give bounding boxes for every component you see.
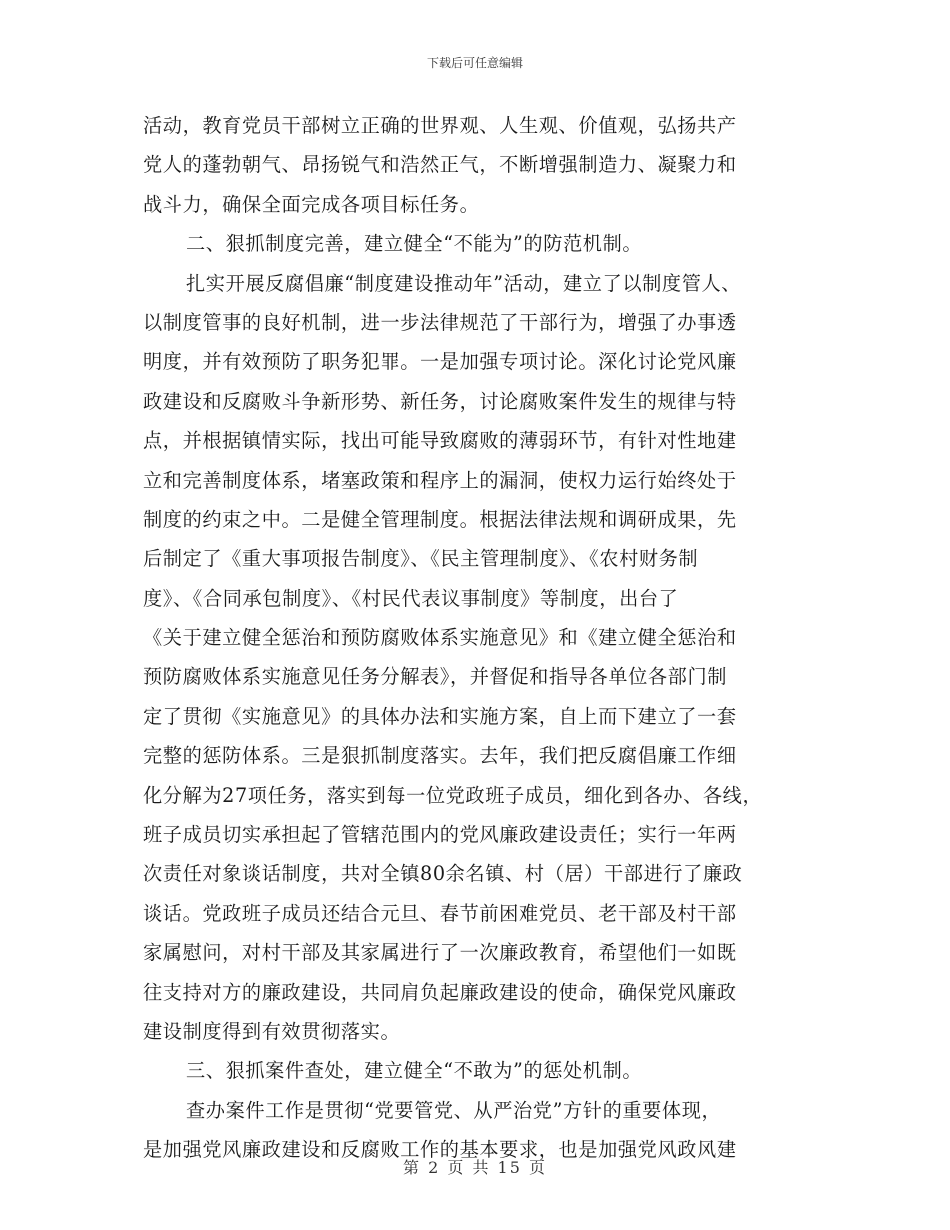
text-line: 二、狠抓制度完善，建立健全“不能为”的防范机制。 (186, 232, 643, 256)
text-line: 化分解为27项任务，落实到每一位党政班子成员，细化到各办、各线， (143, 783, 763, 807)
text-line: 次责任对象谈话制度，共对全镇80余名镇、村（居）干部进行了廉政 (143, 862, 743, 886)
text-line: 点，并根据镇情实际，找出可能导致腐败的薄弱环节，有针对性地建 (143, 429, 737, 453)
text-line: 完整的惩防体系。三是狠抓制度落实。去年，我们把反腐倡廉工作细 (143, 744, 737, 768)
text-line: 政建设和反腐败斗争新形势、新任务，讨论腐败案件发生的规律与特 (143, 389, 737, 413)
text-line: 立和完善制度体系，堵塞政策和程序上的漏洞，使权力运行始终处于 (143, 468, 737, 492)
text-line: 明度，并有效预防了职务犯罪。一是加强专项讨论。深化讨论党风廉 (143, 350, 737, 374)
text-line: 《关于建立健全惩治和预防腐败体系实施意见》和《建立健全惩治和 (143, 626, 737, 650)
text-line: 定了贯彻《实施意见》的具体办法和实施方案，自上而下建立了一套 (143, 704, 737, 728)
page-header: 下载后可任意编辑 (426, 56, 523, 70)
text-line: 往支持对方的廉政建设，共同肩负起廉政建设的使命，确保党风廉政 (143, 980, 737, 1004)
text-line: 谈话。党政班子成员还结合元旦、春节前困难党员、老干部及村干部 (143, 901, 737, 925)
text-line: 党人的蓬勃朝气、昂扬锐气和浩然正气，不断增强制造力、凝聚力和 (143, 153, 737, 177)
document-body (143, 106, 823, 1170)
text-line: 建设制度得到有效贯彻落实。 (143, 1019, 401, 1043)
text-line: 查办案件工作是贯彻“党要管党、从严治党”方针的重要体现， (186, 1098, 722, 1122)
text-line: 度》、《合同承包制度》、《村民代表议事制度》等制度，出台了 (143, 586, 679, 610)
text-line: 以制度管事的良好机制，进一步法律规范了干部行为，增强了办事透 (143, 310, 737, 334)
text-line: 家属慰问，对村干部及其家属进行了一次廉政教育，希望他们一如既 (143, 941, 737, 965)
page-footer: 第 2 页 共 15 页 (403, 1158, 547, 1177)
text-line: 三、狠抓案件查处，建立健全“不敢为”的惩处机制。 (186, 1059, 643, 1083)
text-line: 活动，教育党员干部树立正确的世界观、人生观、价值观，弘扬共产 (143, 114, 737, 137)
text-line: 后制定了《重大事项报告制度》、《民主管理制度》、《农村财务制 (143, 547, 699, 571)
text-line: 预防腐败体系实施意见任务分解表》，并督促和指导各单位各部门制 (143, 665, 728, 689)
text-line: 扎实开展反腐倡廉“制度建设推动年”活动，建立了以制度管人、 (186, 271, 742, 295)
text-line: 班子成员切实承担起了管辖范围内的党风廉政建设责任；实行一年两 (143, 823, 737, 847)
text-line: 是加强党风廉政建设和反腐败工作的基本要求，也是加强党风政风建 (143, 1138, 737, 1162)
text-line: 制度的约束之中。二是健全管理制度。根据法律法规和调研成果，先 (143, 507, 737, 531)
text-line: 战斗力，确保全面完成各项目标任务。 (143, 192, 480, 216)
